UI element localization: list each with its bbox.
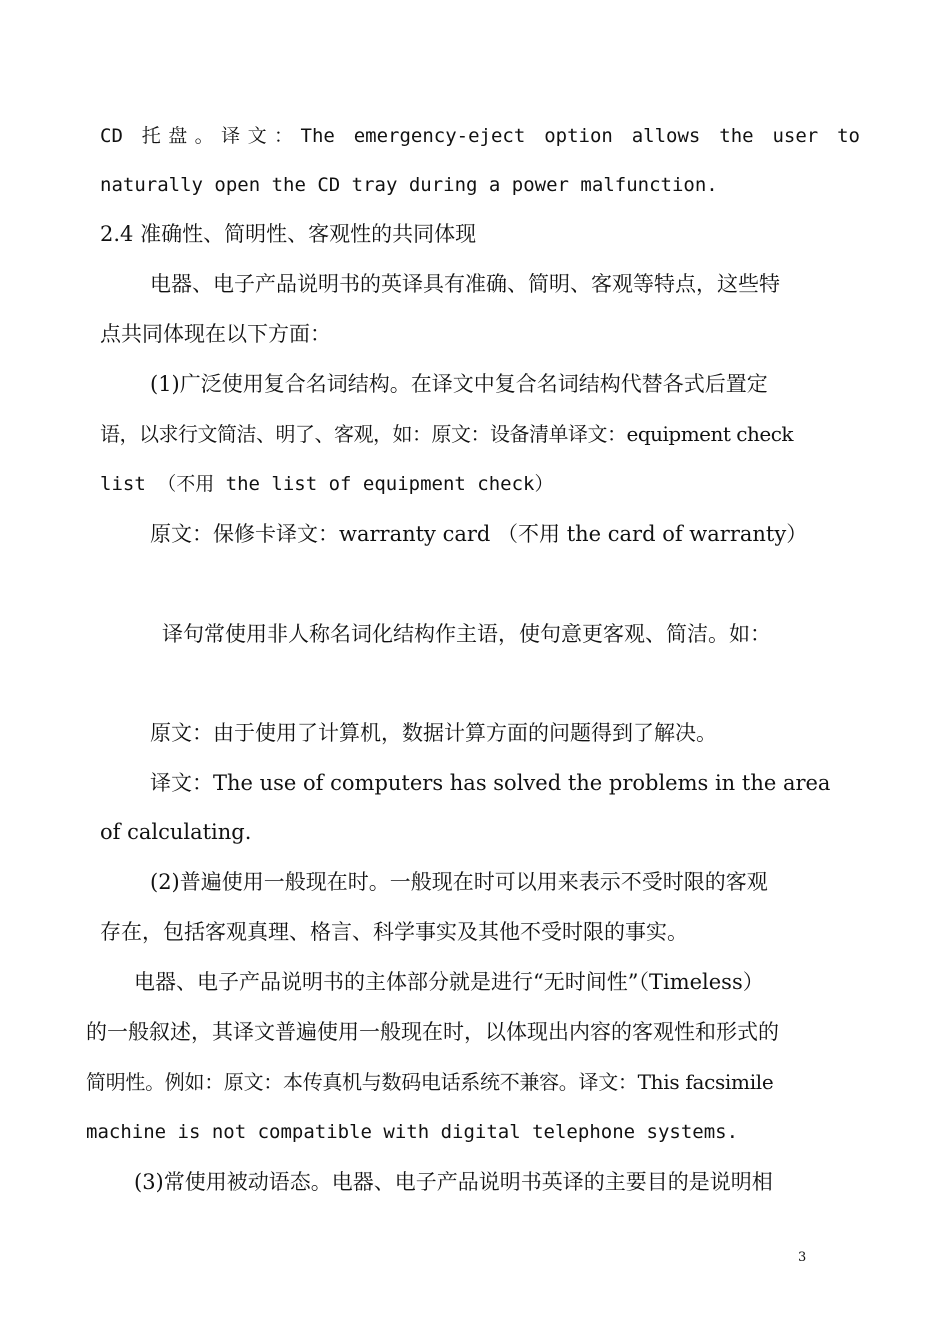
text-line-15: 存在，包括客观真理、格言、科学事实及其他不受时限的事实。 [100, 920, 688, 944]
text-line-17: 的一般叙述，其译文普遍使用一般现在时，以体现出内容的客观性和形式的 [86, 1020, 779, 1044]
text-line-10: 译句常使用非人称名词化结构作主语，使句意更客观、简洁。如： [162, 622, 771, 646]
text-line-5: 点共同体现在以下方面： [100, 322, 331, 346]
text-line-11: 原文：由于使用了计算机，数据计算方面的问题得到了解决。 [150, 721, 717, 745]
text-line-1: CD 托盘。译文：The emergency-eject option allows the user to [100, 125, 860, 147]
text-line-7: 语，以求行文简洁、明了、客观，如：原文：设备清单译文：equipment check [100, 422, 794, 446]
text-line-19: machine is not compatible with digital telephone systems. [86, 1121, 739, 1143]
text-line-4: 电器、电子产品说明书的英译具有准确、简明、客观等特点，这些特 [150, 272, 780, 296]
text-line-18: 简明性。例如：原文：本传真机与数码电话系统不兼容。译文：This facsimile [86, 1070, 774, 1094]
text-line-2: naturally open the CD tray during a power malfunction. [100, 174, 718, 196]
text-line-13: of calculating. [100, 820, 252, 844]
text-line-6: (1)广泛使用复合名词结构。在译文中复合名词结构代替各式后置定 [150, 372, 768, 396]
text-line-8: list （不用 the list of equipment check） [100, 473, 554, 495]
text-line-20: (3)常使用被动语态。电器、电子产品说明书英译的主要目的是说明相 [134, 1170, 773, 1194]
section-heading: 2.4 准确性、简明性、客观性的共同体现 [100, 222, 477, 246]
text-line-9: 原文：保修卡译文：warranty card （不用 the card of warranty） [150, 522, 808, 546]
text-line-14: (2)普遍使用一般现在时。一般现在时可以用来表示不受时限的客观 [150, 870, 768, 894]
text-line-16: 电器、电子产品说明书的主体部分就是进行“无时间性”（Timeless） [134, 970, 764, 994]
page-number: 3 [798, 1250, 807, 1265]
text-line-12: 译文：The use of computers has solved the problems in the area [150, 771, 831, 795]
